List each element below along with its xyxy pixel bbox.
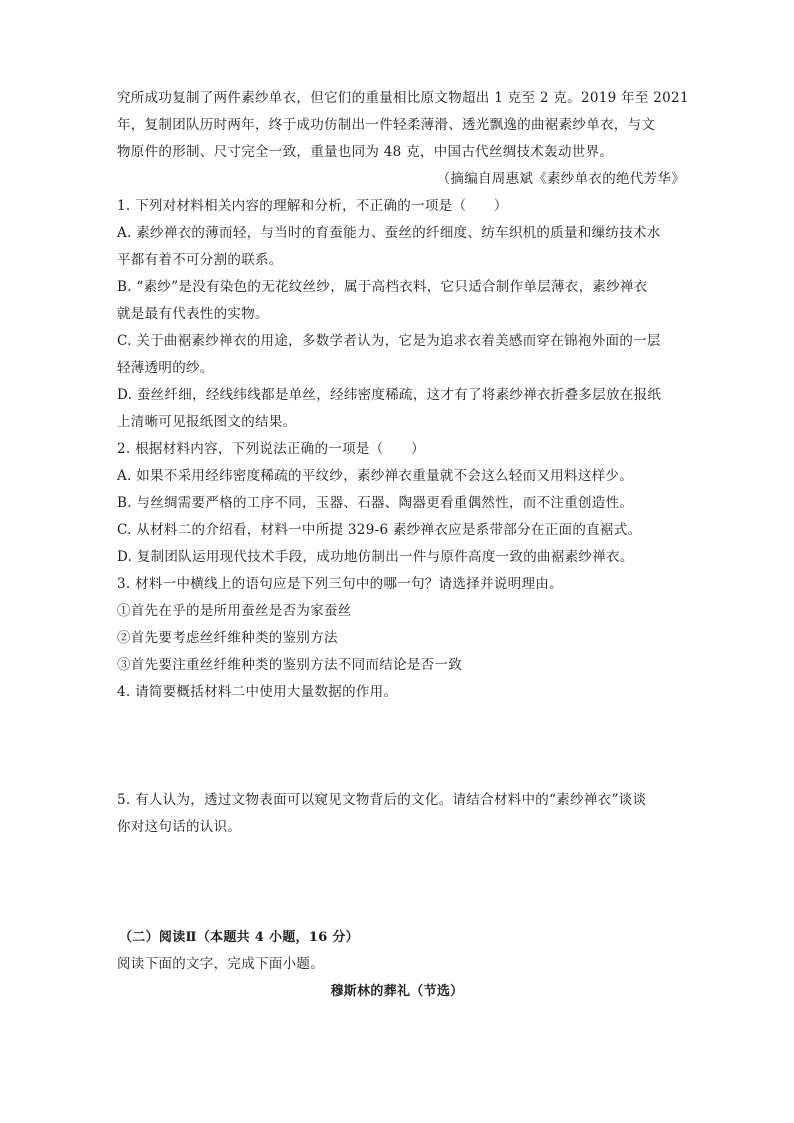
section-2-instruction: 阅读下面的文字，完成下面小题。 bbox=[117, 956, 324, 972]
question-1-option-d-line-1: D. 蚕丝纤细，经线纬线都是单丝，经纬密度稀疏，这才有了将素纱禅衣折叠多层放在报纸 bbox=[117, 387, 662, 403]
question-5-line-2: 你对这句话的认识。 bbox=[117, 819, 242, 835]
question-1-option-a-line-1: A. 素纱禅衣的薄而轻，与当时的育蚕能力、蚕丝的纤细度、纺车织机的质量和缫纺技术水 bbox=[117, 225, 661, 241]
question-2-option-a: A. 如果不采用经纬密度稀疏的平纹纱，素纱禅衣重量就不会这么轻而又用料这样少。 bbox=[117, 468, 634, 484]
question-5-line-1: 5. 有人认为，透过文物表面可以窥见文物背后的文化。请结合材料中的“素纱禅衣”谈谈 bbox=[117, 792, 647, 808]
question-1-option-c-line-1: C. 关于曲裾素纱禅衣的用途，多数学者认为，它是为追求衣着美感而穿在锦袍外面的一层 bbox=[117, 333, 661, 349]
question-4-stem: 4. 请简要概括材料二中使用大量数据的作用。 bbox=[117, 684, 398, 700]
question-2-option-b: B. 与丝绸需要严格的工序不同，玉器、石器、陶器更看重偶然性，而不注重创造性。 bbox=[117, 495, 634, 511]
question-1-option-d-line-2: 上清晰可见报纸图文的结果。 bbox=[117, 414, 297, 430]
passage-line-1: 究所成功复制了两件素纱单衣，但它们的重量相比原文物超出 1 克至 2 克。2019 年至 2021 bbox=[117, 90, 689, 106]
question-3-option-3: ③首先要注重丝纤维种类的鉴别方法不同而结论是否一致 bbox=[117, 657, 462, 673]
question-2-option-c: C. 从材料二的介绍看，材料一中所提 329-6 素纱禅衣应是系带部分在正面的直裾式。 bbox=[117, 522, 642, 538]
question-1-option-b-line-1: B. “素纱”是没有染色的无花纹丝纱，属于高档衣料，它只适合制作单层薄衣，素纱禅衣 bbox=[117, 279, 648, 295]
passage-line-3: 物原件的形制、尺寸完全一致，重量也同为 48 克，中国古代丝绸技术轰动世界。 bbox=[117, 144, 614, 160]
passage-line-2: 年，复制团队历时两年，终于成功仿制出一件轻柔薄滑、透光飘逸的曲裾素纱单衣，与文 bbox=[117, 117, 656, 133]
question-1-stem: 1. 下列对材料相关内容的理解和分析，不正确的一项是（ ） bbox=[117, 198, 508, 214]
question-2-option-d: D. 复制团队运用现代技术手段，成功地仿制出一件与原件高度一致的曲裾素纱禅衣。 bbox=[117, 549, 634, 565]
passage-source: （摘编自周惠斌《素纱单衣的绝代芳华》 bbox=[436, 171, 685, 187]
question-1-option-a-line-2: 平都有着不可分割的联系。 bbox=[117, 252, 283, 268]
question-3-option-1: ①首先在乎的是所用蚕丝是否为家蚕丝 bbox=[117, 603, 352, 619]
question-1-option-c-line-2: 轻薄透明的纱。 bbox=[117, 360, 214, 376]
passage-title: 穆斯林的葬礼（节选） bbox=[330, 984, 464, 999]
section-2-heading: （二）阅读Ⅱ（本题共 4 小题，16 分） bbox=[119, 930, 359, 945]
question-2-stem: 2. 根据材料内容，下列说法正确的一项是（ ） bbox=[117, 441, 425, 457]
question-1-option-b-line-2: 就是最有代表性的实物。 bbox=[117, 306, 269, 322]
question-3-stem: 3. 材料一中横线上的语句应是下列三句中的哪一句？请选择并说明理由。 bbox=[117, 576, 563, 592]
question-3-option-2: ②首先要考虑丝纤维种类的鉴别方法 bbox=[117, 630, 338, 646]
